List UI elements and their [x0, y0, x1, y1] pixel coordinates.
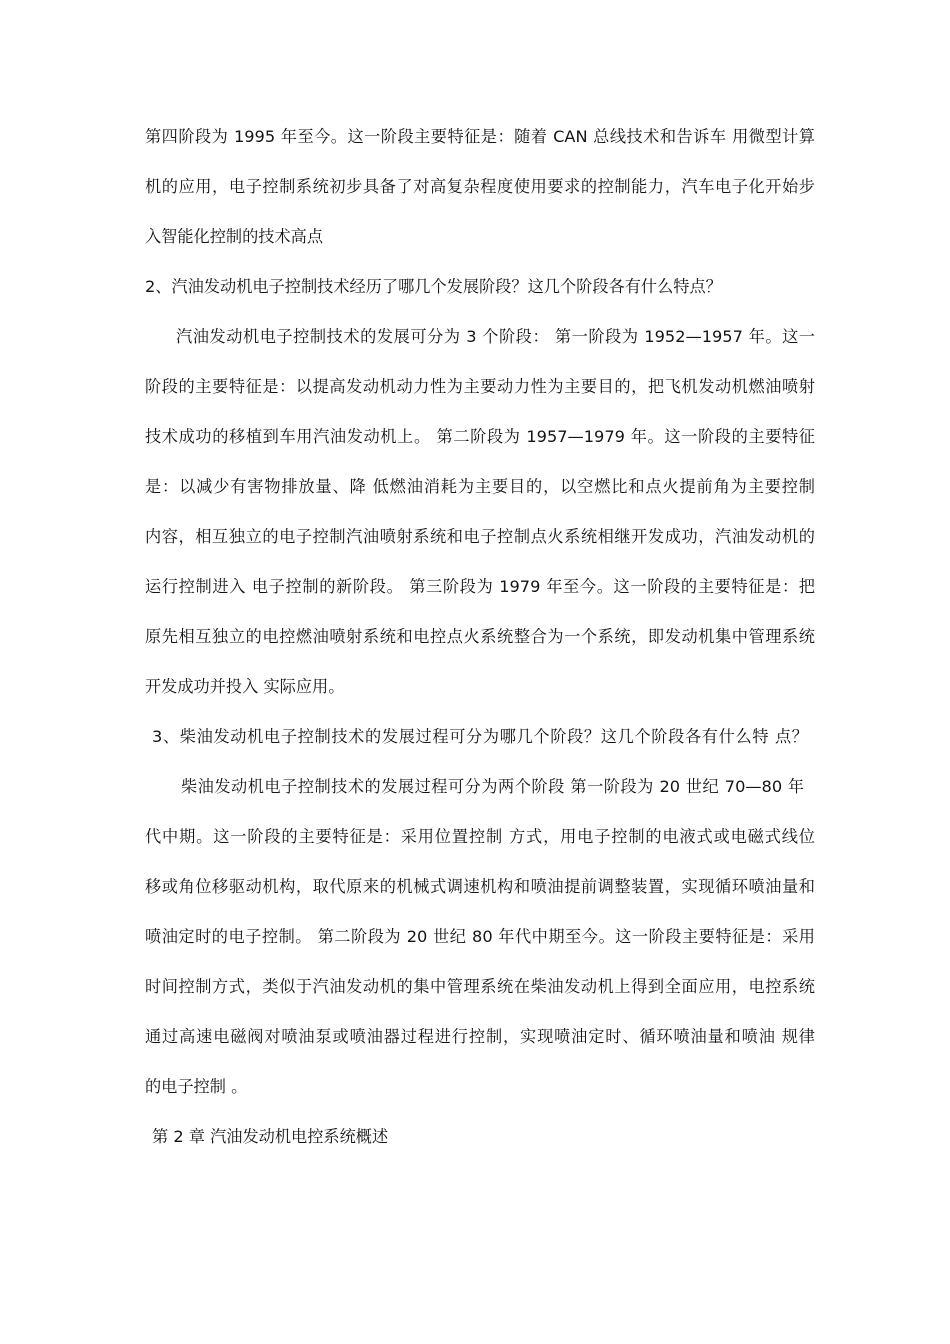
answer-2-line-1: 汽油发动机电子控制技术的发展可分为 3 个阶段： 第一阶段为 1952—1957 年。这一 — [176, 327, 815, 346]
answer-2-line-2: 阶段的主要特征是：以提高发动机动力性为主要动力性为主要目的，把飞机发动机燃油喷射 — [145, 377, 815, 396]
answer-3-line-3: 移或角位移驱动机构，取代原来的机械式调速机构和喷油提前调整装置，实现循环喷油量和 — [145, 877, 815, 896]
answer-2-line-5: 内容，相互独立的电子控制汽油喷射系统和电子控制点火系统相继开发成功，汽油发动机的 — [145, 527, 815, 546]
paragraph-stage-four-line-2: 机的应用，电子控制系统初步具备了对高复杂程度使用要求的控制能力，汽车电子化开始步 — [145, 177, 815, 196]
answer-2-line-6: 运行控制进入 电子控制的新阶段。 第三阶段为 1979 年至今。这一阶段的主要特征是：把 — [145, 577, 815, 596]
answer-2-line-3: 技术成功的移植到车用汽油发动机上。 第二阶段为 1957—1979 年。这一阶段的主要特征 — [145, 427, 815, 446]
answer-2-line-8: 开发成功并投入 实际应用。 — [145, 677, 345, 696]
answer-3-line-4: 喷油定时的电子控制。 第二阶段为 20 世纪 80 年代中期至今。这一阶段主要特征是：采用 — [145, 927, 815, 946]
answer-3-line-2: 代中期。这一阶段的主要特征是：采用位置控制 方式，用电子控制的电液式或电磁式线位 — [145, 827, 815, 846]
question-2-heading: 2、汽油发动机电子控制技术经历了哪几个发展阶段？这几个阶段各有什么特点？ — [145, 277, 722, 296]
answer-2-line-7: 原先相互独立的电控燃油喷射系统和电控点火系统整合为一个系统，即发动机集中管理系统 — [145, 627, 815, 646]
answer-2-line-4: 是：以减少有害物排放量、降 低燃油消耗为主要目的，以空燃比和点火提前角为主要控制 — [145, 477, 815, 496]
answer-3-line-7: 的电子控制 。 — [145, 1077, 248, 1096]
answer-3-line-6: 通过高速电磁阀对喷油泵或喷油器过程进行控制，实现喷油定时、循环喷油量和喷油 规律 — [145, 1027, 815, 1046]
paragraph-stage-four-line-3: 入智能化控制的技术高点 — [145, 227, 324, 246]
question-3-heading: 3、柴油发动机电子控制技术的发展过程可分为哪几个阶段？这几个阶段各有什么特 点？ — [152, 727, 808, 746]
chapter-2-heading: 第 2 章 汽油发动机电控系统概述 — [152, 1127, 389, 1146]
answer-3-line-5: 时间控制方式，类似于汽油发动机的集中管理系统在柴油发动机上得到全面应用，电控系统 — [145, 977, 815, 996]
paragraph-stage-four-line-1: 第四阶段为 1995 年至今。这一阶段主要特征是：随着 CAN 总线技术和告诉车 用微型计算 — [145, 127, 815, 146]
answer-3-line-1: 柴油发动机电子控制技术的发展过程可分为两个阶段 第一阶段为 20 世纪 70—80 年 — [181, 777, 804, 796]
